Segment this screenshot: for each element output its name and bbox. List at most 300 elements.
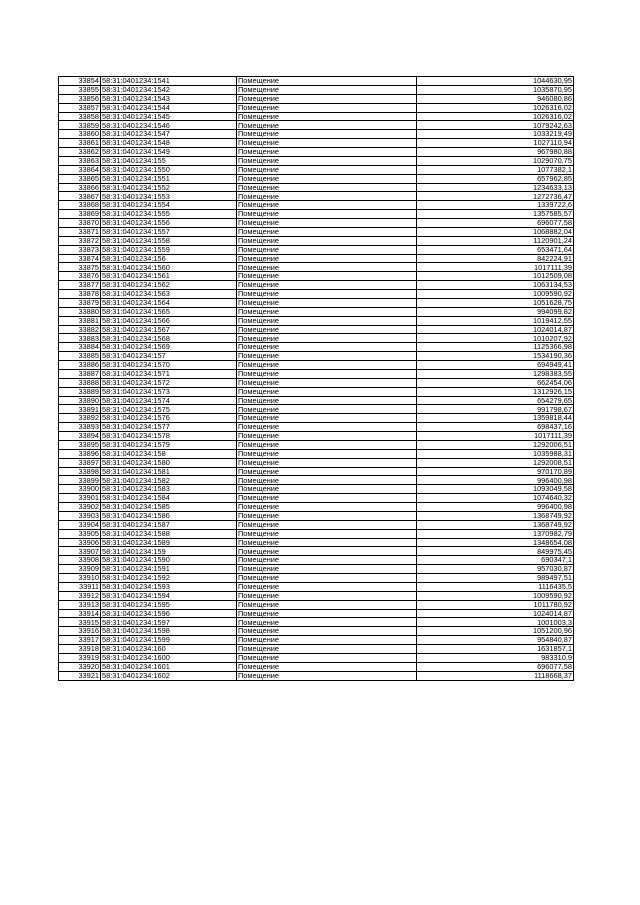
table-row bbox=[59, 405, 574, 414]
table-row bbox=[59, 645, 574, 654]
table-row bbox=[59, 272, 574, 281]
table-row bbox=[59, 227, 574, 236]
cadastral-number-cell: 58:31:0401234:1563 bbox=[101, 290, 237, 299]
row-number-cell: 33882 bbox=[59, 325, 101, 334]
cadastral-number-cell: 58:31:0401234:1594 bbox=[101, 591, 237, 600]
object-type-cell: Помещение bbox=[237, 361, 417, 370]
cadastral-number-cell: 58:31:0401234:1541 bbox=[101, 77, 237, 86]
table-row bbox=[59, 538, 574, 547]
cadastral-number-cell: 58:31:0401234:1551 bbox=[101, 174, 237, 183]
row-number-cell: 33854 bbox=[59, 77, 101, 86]
row-number-cell: 33878 bbox=[59, 290, 101, 299]
cadastral-number-cell: 58:31:0401234:1565 bbox=[101, 307, 237, 316]
table-row bbox=[59, 529, 574, 538]
table-row bbox=[59, 520, 574, 529]
cadastral-number-cell: 58:31:0401234:1558 bbox=[101, 236, 237, 245]
cadastral-value-cell: 1009590,92 bbox=[417, 591, 574, 600]
cadastral-number-cell: 58:31:0401234:1542 bbox=[101, 85, 237, 94]
object-type-cell: Помещение bbox=[237, 307, 417, 316]
cadastral-number-cell: 58:31:0401234:1593 bbox=[101, 582, 237, 591]
object-type-cell: Помещение bbox=[237, 645, 417, 654]
row-number-cell: 33866 bbox=[59, 183, 101, 192]
row-number-cell: 33904 bbox=[59, 520, 101, 529]
cadastral-value-cell: 1074640,32 bbox=[417, 494, 574, 503]
cadastral-value-cell: 1272736,47 bbox=[417, 192, 574, 201]
object-type-cell: Помещение bbox=[237, 547, 417, 556]
cadastral-value-cell: 1368749,92 bbox=[417, 520, 574, 529]
row-number-cell: 33876 bbox=[59, 272, 101, 281]
table-row bbox=[59, 414, 574, 423]
cadastral-value-cell: 989497,51 bbox=[417, 574, 574, 583]
table-row bbox=[59, 103, 574, 112]
cadastral-number-cell: 58:31:0401234:1570 bbox=[101, 361, 237, 370]
cadastral-number-cell: 58:31:0401234:1587 bbox=[101, 520, 237, 529]
cadastral-value-cell: 1051628,75 bbox=[417, 298, 574, 307]
cadastral-number-cell: 58:31:0401234:1560 bbox=[101, 263, 237, 272]
table-row bbox=[59, 219, 574, 228]
cadastral-number-cell: 58:31:0401234:1543 bbox=[101, 94, 237, 103]
cadastral-value-cell: 1017111,39 bbox=[417, 432, 574, 441]
object-type-cell: Помещение bbox=[237, 565, 417, 574]
table-row bbox=[59, 511, 574, 520]
table-row bbox=[59, 458, 574, 467]
cadastral-value-cell: 1370982,79 bbox=[417, 529, 574, 538]
table-row bbox=[59, 432, 574, 441]
object-type-cell: Помещение bbox=[237, 281, 417, 290]
object-type-cell: Помещение bbox=[237, 476, 417, 485]
row-number-cell: 33888 bbox=[59, 378, 101, 387]
row-number-cell: 33905 bbox=[59, 529, 101, 538]
cadastral-number-cell: 58:31:0401234:1599 bbox=[101, 636, 237, 645]
row-number-cell: 33884 bbox=[59, 343, 101, 352]
row-number-cell: 33896 bbox=[59, 449, 101, 458]
cadastral-number-cell: 58:31:0401234:1544 bbox=[101, 103, 237, 112]
object-type-cell: Помещение bbox=[237, 245, 417, 254]
cadastral-value-cell: 967980,88 bbox=[417, 148, 574, 157]
row-number-cell: 33902 bbox=[59, 503, 101, 512]
cadastral-value-cell: 1029070,75 bbox=[417, 156, 574, 165]
object-type-cell: Помещение bbox=[237, 529, 417, 538]
cadastral-number-cell: 58:31:0401234:1550 bbox=[101, 165, 237, 174]
cadastral-value-cell: 1077382,1 bbox=[417, 165, 574, 174]
cadastral-value-cell: 1063134,53 bbox=[417, 281, 574, 290]
cadastral-value-cell: 1631857,1 bbox=[417, 645, 574, 654]
cadastral-value-cell: 1027110,94 bbox=[417, 139, 574, 148]
cadastral-number-cell: 58:31:0401234:1598 bbox=[101, 627, 237, 636]
row-number-cell: 33895 bbox=[59, 440, 101, 449]
object-type-cell: Помещение bbox=[237, 325, 417, 334]
object-type-cell: Помещение bbox=[237, 103, 417, 112]
row-number-cell: 33903 bbox=[59, 511, 101, 520]
row-number-cell: 33860 bbox=[59, 130, 101, 139]
row-number-cell: 33863 bbox=[59, 156, 101, 165]
object-type-cell: Помещение bbox=[237, 148, 417, 157]
cadastral-number-cell: 58:31:0401234:1576 bbox=[101, 414, 237, 423]
cadastral-value-cell: 1125366,98 bbox=[417, 343, 574, 352]
object-type-cell: Помещение bbox=[237, 85, 417, 94]
table-row bbox=[59, 192, 574, 201]
cadastral-value-cell: 1024014,87 bbox=[417, 325, 574, 334]
row-number-cell: 33869 bbox=[59, 210, 101, 219]
cadastral-number-cell: 58:31:0401234:1591 bbox=[101, 565, 237, 574]
row-number-cell: 33868 bbox=[59, 201, 101, 210]
cadastral-value-cell: 970170,89 bbox=[417, 467, 574, 476]
table-row bbox=[59, 343, 574, 352]
row-number-cell: 33897 bbox=[59, 458, 101, 467]
cadastral-number-cell: 58:31:0401234:1579 bbox=[101, 440, 237, 449]
row-number-cell: 33891 bbox=[59, 405, 101, 414]
cadastral-number-cell: 58:31:0401234:1595 bbox=[101, 600, 237, 609]
table-row bbox=[59, 671, 574, 680]
cadastral-value-cell: 1292006,51 bbox=[417, 440, 574, 449]
table-row bbox=[59, 290, 574, 299]
cadastral-value-cell: 1093049,58 bbox=[417, 485, 574, 494]
cadastral-value-cell: 946080,86 bbox=[417, 94, 574, 103]
cadastral-number-cell: 58:31:0401234:157 bbox=[101, 352, 237, 361]
table-row bbox=[59, 565, 574, 574]
table-row bbox=[59, 449, 574, 458]
object-type-cell: Помещение bbox=[237, 511, 417, 520]
table-row bbox=[59, 201, 574, 210]
table-row bbox=[59, 627, 574, 636]
cadastral-number-cell: 58:31:0401234:1578 bbox=[101, 432, 237, 441]
table-row bbox=[59, 148, 574, 157]
cadastral-number-cell: 58:31:0401234:1586 bbox=[101, 511, 237, 520]
cadastral-value-cell: 849975,45 bbox=[417, 547, 574, 556]
table-row bbox=[59, 94, 574, 103]
object-type-cell: Помещение bbox=[237, 112, 417, 121]
table-row bbox=[59, 494, 574, 503]
cadastral-value-cell: 653471,64 bbox=[417, 245, 574, 254]
table-row bbox=[59, 636, 574, 645]
cadastral-value-cell: 696077,58 bbox=[417, 219, 574, 228]
cadastral-value-cell: 1010207,92 bbox=[417, 334, 574, 343]
table-row bbox=[59, 503, 574, 512]
cadastral-number-cell: 58:31:0401234:160 bbox=[101, 645, 237, 654]
table-row bbox=[59, 618, 574, 627]
cadastral-number-cell: 58:31:0401234:1571 bbox=[101, 369, 237, 378]
table-row bbox=[59, 236, 574, 245]
object-type-cell: Помещение bbox=[237, 387, 417, 396]
cadastral-value-cell: 694949,41 bbox=[417, 361, 574, 370]
cadastral-number-cell: 58:31:0401234:1549 bbox=[101, 148, 237, 157]
table-row bbox=[59, 387, 574, 396]
cadastral-value-cell: 1033219,49 bbox=[417, 130, 574, 139]
object-type-cell: Помещение bbox=[237, 378, 417, 387]
table-row bbox=[59, 281, 574, 290]
object-type-cell: Помещение bbox=[237, 298, 417, 307]
object-type-cell: Помещение bbox=[237, 503, 417, 512]
cadastral-value-cell: 1019412,55 bbox=[417, 316, 574, 325]
table-row bbox=[59, 112, 574, 121]
table-row bbox=[59, 156, 574, 165]
object-type-cell: Помещение bbox=[237, 414, 417, 423]
cadastral-value-cell: 1012509,08 bbox=[417, 272, 574, 281]
cadastral-number-cell: 58:31:0401234:1602 bbox=[101, 671, 237, 680]
cadastral-value-cell: 1001003,3 bbox=[417, 618, 574, 627]
row-number-cell: 33883 bbox=[59, 334, 101, 343]
row-number-cell: 33900 bbox=[59, 485, 101, 494]
object-type-cell: Помещение bbox=[237, 254, 417, 263]
registry-table-body bbox=[59, 77, 574, 681]
object-type-cell: Помещение bbox=[237, 201, 417, 210]
row-number-cell: 33875 bbox=[59, 263, 101, 272]
object-type-cell: Помещение bbox=[237, 369, 417, 378]
object-type-cell: Помещение bbox=[237, 210, 417, 219]
table-row bbox=[59, 378, 574, 387]
object-type-cell: Помещение bbox=[237, 636, 417, 645]
cadastral-number-cell: 58:31:0401234:1564 bbox=[101, 298, 237, 307]
cadastral-value-cell: 657962,85 bbox=[417, 174, 574, 183]
cadastral-value-cell: 1035870,95 bbox=[417, 85, 574, 94]
row-number-cell: 33892 bbox=[59, 414, 101, 423]
object-type-cell: Помещение bbox=[237, 227, 417, 236]
object-type-cell: Помещение bbox=[237, 139, 417, 148]
table-row bbox=[59, 582, 574, 591]
cadastral-value-cell: 1068882,04 bbox=[417, 227, 574, 236]
cadastral-value-cell: 696077,58 bbox=[417, 662, 574, 671]
cadastral-value-cell: 994099,82 bbox=[417, 307, 574, 316]
row-number-cell: 33890 bbox=[59, 396, 101, 405]
table-row bbox=[59, 245, 574, 254]
cadastral-value-cell: 690347,1 bbox=[417, 556, 574, 565]
cadastral-value-cell: 1026316,02 bbox=[417, 112, 574, 121]
object-type-cell: Помещение bbox=[237, 396, 417, 405]
object-type-cell: Помещение bbox=[237, 316, 417, 325]
row-number-cell: 33920 bbox=[59, 662, 101, 671]
cadastral-number-cell: 58:31:0401234:1562 bbox=[101, 281, 237, 290]
cadastral-number-cell: 58:31:0401234:1568 bbox=[101, 334, 237, 343]
object-type-cell: Помещение bbox=[237, 449, 417, 458]
object-type-cell: Помещение bbox=[237, 94, 417, 103]
cadastral-value-cell: 1298383,55 bbox=[417, 369, 574, 378]
cadastral-value-cell: 1024014,87 bbox=[417, 609, 574, 618]
cadastral-number-cell: 58:31:0401234:1597 bbox=[101, 618, 237, 627]
object-type-cell: Помещение bbox=[237, 423, 417, 432]
cadastral-value-cell: 1044630,95 bbox=[417, 77, 574, 86]
object-type-cell: Помещение bbox=[237, 485, 417, 494]
cadastral-number-cell: 58:31:0401234:1596 bbox=[101, 609, 237, 618]
row-number-cell: 33864 bbox=[59, 165, 101, 174]
cadastral-number-cell: 58:31:0401234:1556 bbox=[101, 219, 237, 228]
table-row bbox=[59, 574, 574, 583]
table-row bbox=[59, 476, 574, 485]
object-type-cell: Помещение bbox=[237, 290, 417, 299]
table-row bbox=[59, 183, 574, 192]
cadastral-number-cell: 58:31:0401234:1575 bbox=[101, 405, 237, 414]
row-number-cell: 33885 bbox=[59, 352, 101, 361]
row-number-cell: 33918 bbox=[59, 645, 101, 654]
cadastral-number-cell: 58:31:0401234:1553 bbox=[101, 192, 237, 201]
cadastral-value-cell: 1026316,02 bbox=[417, 103, 574, 112]
table-row bbox=[59, 369, 574, 378]
object-type-cell: Помещение bbox=[237, 272, 417, 281]
row-number-cell: 33914 bbox=[59, 609, 101, 618]
cadastral-value-cell: 1009590,92 bbox=[417, 290, 574, 299]
row-number-cell: 33881 bbox=[59, 316, 101, 325]
cadastral-number-cell: 58:31:0401234:1592 bbox=[101, 574, 237, 583]
row-number-cell: 33912 bbox=[59, 591, 101, 600]
cadastral-number-cell: 58:31:0401234:1601 bbox=[101, 662, 237, 671]
row-number-cell: 33862 bbox=[59, 148, 101, 157]
cadastral-value-cell: 1118668,37 bbox=[417, 671, 574, 680]
object-type-cell: Помещение bbox=[237, 671, 417, 680]
object-type-cell: Помещение bbox=[237, 121, 417, 130]
object-type-cell: Помещение bbox=[237, 662, 417, 671]
row-number-cell: 33855 bbox=[59, 85, 101, 94]
cadastral-number-cell: 58:31:0401234:1573 bbox=[101, 387, 237, 396]
object-type-cell: Помещение bbox=[237, 440, 417, 449]
row-number-cell: 33872 bbox=[59, 236, 101, 245]
cadastral-value-cell: 1292008,51 bbox=[417, 458, 574, 467]
cadastral-value-cell: 842224,91 bbox=[417, 254, 574, 263]
object-type-cell: Помещение bbox=[237, 520, 417, 529]
cadastral-number-cell: 58:31:0401234:1577 bbox=[101, 423, 237, 432]
row-number-cell: 33870 bbox=[59, 219, 101, 228]
cadastral-number-cell: 58:31:0401234:1600 bbox=[101, 653, 237, 662]
table-row bbox=[59, 139, 574, 148]
row-number-cell: 33856 bbox=[59, 94, 101, 103]
cadastral-number-cell: 58:31:0401234:1584 bbox=[101, 494, 237, 503]
cadastral-value-cell: 1359818,44 bbox=[417, 414, 574, 423]
row-number-cell: 33906 bbox=[59, 538, 101, 547]
cadastral-value-cell: 996400,98 bbox=[417, 476, 574, 485]
row-number-cell: 33909 bbox=[59, 565, 101, 574]
table-row bbox=[59, 254, 574, 263]
table-row bbox=[59, 174, 574, 183]
table-row bbox=[59, 556, 574, 565]
table-row bbox=[59, 121, 574, 130]
cadastral-value-cell: 1011780,92 bbox=[417, 600, 574, 609]
cadastral-number-cell: 58:31:0401234:1582 bbox=[101, 476, 237, 485]
table-row bbox=[59, 662, 574, 671]
object-type-cell: Помещение bbox=[237, 494, 417, 503]
row-number-cell: 33873 bbox=[59, 245, 101, 254]
row-number-cell: 33858 bbox=[59, 112, 101, 121]
cadastral-value-cell: 662454,06 bbox=[417, 378, 574, 387]
object-type-cell: Помещение bbox=[237, 165, 417, 174]
object-type-cell: Помещение bbox=[237, 574, 417, 583]
table-row bbox=[59, 210, 574, 219]
row-number-cell: 33877 bbox=[59, 281, 101, 290]
property-registry-table bbox=[58, 76, 574, 681]
cadastral-value-cell: 996400,98 bbox=[417, 503, 574, 512]
table-row bbox=[59, 165, 574, 174]
cadastral-number-cell: 58:31:0401234:1552 bbox=[101, 183, 237, 192]
cadastral-value-cell: 1312926,15 bbox=[417, 387, 574, 396]
cadastral-number-cell: 58:31:0401234:155 bbox=[101, 156, 237, 165]
table-row bbox=[59, 440, 574, 449]
object-type-cell: Помещение bbox=[237, 183, 417, 192]
row-number-cell: 33879 bbox=[59, 298, 101, 307]
cadastral-value-cell: 1339722,6 bbox=[417, 201, 574, 210]
object-type-cell: Помещение bbox=[237, 156, 417, 165]
cadastral-number-cell: 58:31:0401234:159 bbox=[101, 547, 237, 556]
object-type-cell: Помещение bbox=[237, 343, 417, 352]
table-row bbox=[59, 85, 574, 94]
cadastral-number-cell: 58:31:0401234:1555 bbox=[101, 210, 237, 219]
table-row bbox=[59, 600, 574, 609]
cadastral-number-cell: 58:31:0401234:1574 bbox=[101, 396, 237, 405]
row-number-cell: 33887 bbox=[59, 369, 101, 378]
table-row bbox=[59, 77, 574, 86]
cadastral-value-cell: 1116435,5 bbox=[417, 582, 574, 591]
object-type-cell: Помещение bbox=[237, 334, 417, 343]
table-row bbox=[59, 547, 574, 556]
object-type-cell: Помещение bbox=[237, 600, 417, 609]
object-type-cell: Помещение bbox=[237, 582, 417, 591]
object-type-cell: Помещение bbox=[237, 653, 417, 662]
table-row bbox=[59, 591, 574, 600]
object-type-cell: Помещение bbox=[237, 130, 417, 139]
table-row bbox=[59, 396, 574, 405]
cadastral-number-cell: 58:31:0401234:1566 bbox=[101, 316, 237, 325]
table-row bbox=[59, 316, 574, 325]
cadastral-value-cell: 957030,87 bbox=[417, 565, 574, 574]
row-number-cell: 33874 bbox=[59, 254, 101, 263]
row-number-cell: 33915 bbox=[59, 618, 101, 627]
object-type-cell: Помещение bbox=[237, 192, 417, 201]
object-type-cell: Помещение bbox=[237, 236, 417, 245]
row-number-cell: 33901 bbox=[59, 494, 101, 503]
row-number-cell: 33894 bbox=[59, 432, 101, 441]
cadastral-number-cell: 58:31:0401234:1581 bbox=[101, 467, 237, 476]
object-type-cell: Помещение bbox=[237, 405, 417, 414]
cadastral-value-cell: 1120901,24 bbox=[417, 236, 574, 245]
object-type-cell: Помещение bbox=[237, 263, 417, 272]
cadastral-value-cell: 1017111,39 bbox=[417, 263, 574, 272]
cadastral-number-cell: 58:31:0401234:1590 bbox=[101, 556, 237, 565]
row-number-cell: 33857 bbox=[59, 103, 101, 112]
cadastral-number-cell: 58:31:0401234:1545 bbox=[101, 112, 237, 121]
table-row bbox=[59, 423, 574, 432]
cadastral-number-cell: 58:31:0401234:1561 bbox=[101, 272, 237, 281]
cadastral-number-cell: 58:31:0401234:1547 bbox=[101, 130, 237, 139]
table-row bbox=[59, 361, 574, 370]
table-row bbox=[59, 352, 574, 361]
row-number-cell: 33899 bbox=[59, 476, 101, 485]
cadastral-number-cell: 58:31:0401234:1583 bbox=[101, 485, 237, 494]
object-type-cell: Помещение bbox=[237, 556, 417, 565]
row-number-cell: 33921 bbox=[59, 671, 101, 680]
row-number-cell: 33861 bbox=[59, 139, 101, 148]
cadastral-value-cell: 991798,67 bbox=[417, 405, 574, 414]
object-type-cell: Помещение bbox=[237, 627, 417, 636]
row-number-cell: 33859 bbox=[59, 121, 101, 130]
cadastral-number-cell: 58:31:0401234:1589 bbox=[101, 538, 237, 547]
object-type-cell: Помещение bbox=[237, 458, 417, 467]
cadastral-value-cell: 1079242,63 bbox=[417, 121, 574, 130]
object-type-cell: Помещение bbox=[237, 77, 417, 86]
row-number-cell: 33867 bbox=[59, 192, 101, 201]
cadastral-value-cell: 698437,16 bbox=[417, 423, 574, 432]
row-number-cell: 33916 bbox=[59, 627, 101, 636]
cadastral-value-cell: 1357585,57 bbox=[417, 210, 574, 219]
cadastral-number-cell: 58:31:0401234:156 bbox=[101, 254, 237, 263]
cadastral-number-cell: 58:31:0401234:1554 bbox=[101, 201, 237, 210]
cadastral-number-cell: 58:31:0401234:1569 bbox=[101, 343, 237, 352]
object-type-cell: Помещение bbox=[237, 174, 417, 183]
object-type-cell: Помещение bbox=[237, 609, 417, 618]
object-type-cell: Помещение bbox=[237, 467, 417, 476]
cadastral-value-cell: 983310,9 bbox=[417, 653, 574, 662]
table-row bbox=[59, 609, 574, 618]
row-number-cell: 33907 bbox=[59, 547, 101, 556]
cadastral-value-cell: 1035988,31 bbox=[417, 449, 574, 458]
cadastral-number-cell: 58:31:0401234:158 bbox=[101, 449, 237, 458]
row-number-cell: 33917 bbox=[59, 636, 101, 645]
row-number-cell: 33871 bbox=[59, 227, 101, 236]
